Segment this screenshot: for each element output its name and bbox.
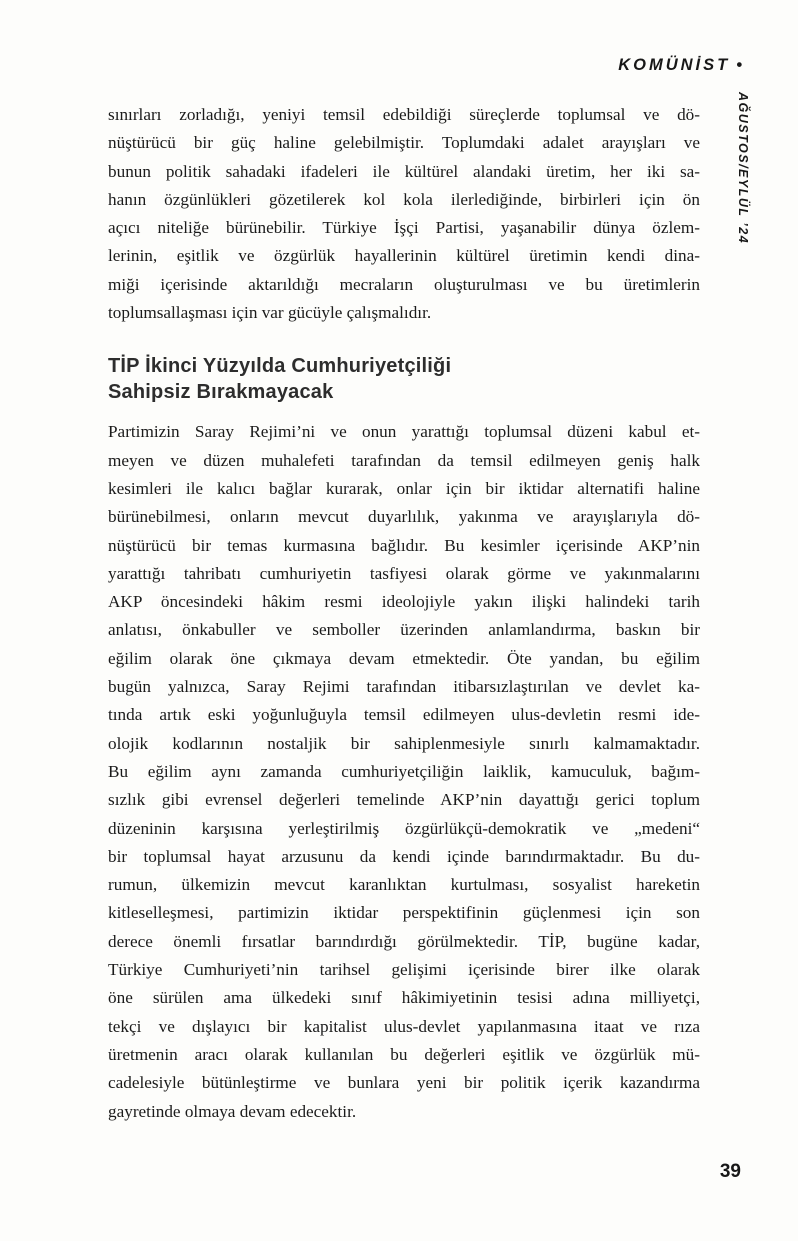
text-line: derece önemli fırsatlar barındırdığı görülmektedir. TİP, bugüne kadar, [108,931,700,951]
section-heading-line-1: TİP İkinci Yüzyılda Cumhuriyetçiliği [108,355,452,378]
text-line: meyen ve düzen muhalefeti tarafından da temsil edilmeyen geniş halk [108,450,700,470]
text-line: Partimizin Saray Rejimi’ni ve onun yarattığı toplumsal düzeni kabul et- [108,422,700,442]
text-line: bunun politik sahadaki ifadeleri ile kültürel alandaki üretim, her iki sa- [108,161,700,181]
magazine-title: KOMÜNİST [618,56,731,74]
text-line: bugün yalnızca, Saray Rejimi tarafından itibarsızlaştırılan ve devlet ka- [108,677,700,697]
text-line: sınırları zorladığı, yeniyi temsil edebildiği süreçlerde toplumsal ve dö- [108,105,700,124]
text-line: cadelesiyle bütünleştirme ve bunlara yeni bir politik içerik kazandırma [108,1073,700,1093]
text-line: tında artık eski yoğunluğuyla temsil edilmeyen ulus-devletin resmi ide- [108,705,700,725]
text-line: lerinin, eşitlik ve özgürlük hayallerinin kültürel üretimin kendi dina- [108,246,700,266]
text-line: anlatısı, önkabuller ve semboller üzerinden anlamlandırma, baskın bir [108,620,700,640]
text-line: Bu eğilim aynı zamanda cumhuriyetçiliğin laiklik, kamuculuk, bağım- [108,761,700,781]
text-line: öne sürülen ama ülkedeki sınıf hâkimiyetinin tesisi adına milliyetçi, [108,988,700,1008]
body-paragraph-1 [108,101,700,327]
text-line: hanın özgünlükleri gözetilerek kol kola ilerlediğinde, birbirleri için ön [108,189,700,209]
text-line: açıcı niteliğe bürünebilir. Türkiye İşçi Partisi, yaşanabilir dünya özlem- [108,218,700,238]
issue-date-vertical: AĞUSTOS/EYLÜL ’24 [736,92,750,245]
text-line: yarattığı tahribatı cumhuriyetin tasfiyesi olarak görme ve yakınmalarını [108,563,700,583]
text-line: bir toplumsal hayat arzusunu da kendi içinde barındırmaktadır. Bu du- [108,846,700,866]
text-line: bürünebilmesi, onların mevcut duyarlılık, yakınma ve arayışlarıyla dö- [108,507,700,527]
masthead-bullet-icon: • [736,56,742,74]
page-content [108,101,700,1126]
text-line: sızlık gibi evrensel değerleri temelinde AKP’nin dayattığı gerici toplum [108,790,700,810]
text-line: nüştürücü bir güç haline gelebilmiştir. Toplumdaki adalet arayışları ve [108,133,700,153]
text-line: gayretinde olmaya devam edecektir. [108,1101,357,1121]
section-heading [108,354,700,405]
text-line: rumun, ülkemizin mevcut karanlıktan kurtulması, sosyalist hareketin [108,875,700,895]
text-line: kesimleri ile kalıcı bağlar kurarak, onlar için bir iktidar alternatifi haline [108,478,700,498]
text-line: üretmenin aracı olarak kullanılan bu değerleri eşitlik ve özgürlük mü- [108,1044,700,1064]
text-line: nüştürücü bir temas kurmasına bağlıdır. Bu kesimler içerisinde AKP’nin [108,535,700,555]
section-heading-line-2: Sahipsiz Bırakmayacak [108,380,334,403]
magazine-masthead [618,56,742,75]
text-line: olojik kodlarının nostaljik bir sahiplenmesiyle sınırlı kalmamaktadır. [108,733,700,753]
text-line: toplumsallaşması için var gücüyle çalışmalıdır. [108,303,432,323]
text-line: düzeninin karşısına yerleştirilmiş özgürlükçü-demokratik ve „medeni“ [108,818,700,838]
text-line: tekçi ve dışlayıcı bir kapitalist ulus-devlet yapılanmasına itaat ve rıza [108,1016,700,1036]
text-line: AKP öncesindeki hâkim resmi ideolojiyle yakın ilişki halindeki tarih [108,592,700,612]
text-line: Türkiye Cumhuriyeti’nin tarihsel gelişimi içerisinde birer ilke olarak [108,960,700,980]
text-line: kitleselleşmesi, partimizin iktidar perspektifinin güçlenmesi için son [108,903,700,923]
text-line: eğilim olarak öne çıkmaya devam etmektedir. Öte yandan, bu eğilim [108,648,700,668]
page-number: 39 [719,1161,741,1182]
body-paragraph-2 [108,418,700,1125]
text-line: miği içerisinde aktarıldığı mecraların oluşturulması ve bu üretimlerin [108,274,700,294]
